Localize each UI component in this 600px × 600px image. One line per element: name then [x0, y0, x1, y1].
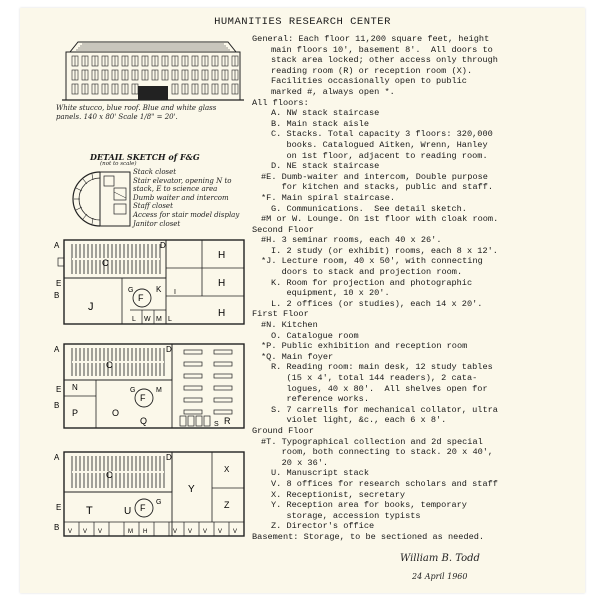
callout-label: Stack closet [133, 168, 177, 176]
room-label: E [56, 279, 62, 288]
room-label: E [56, 503, 62, 512]
callout-label: stack, E to science area [133, 185, 218, 194]
callout-label: Access for stair model display [133, 210, 240, 219]
room-label: H [218, 250, 226, 261]
room-label: V [98, 529, 103, 535]
second-floor-plan [52, 236, 252, 328]
room-label: R [224, 416, 231, 426]
room-label: H [218, 308, 226, 319]
callout-label: Dumb waiter and intercom [133, 193, 229, 202]
room-label: A [54, 453, 60, 462]
signature-date: 24 April 1960 [412, 572, 468, 581]
page-title: HUMANITIES RESEARCH CENTER [214, 16, 391, 28]
elevation-caption: White stucco, blue roof. Blue and white glass panels. 140 x 80' Scale 1/8" = 20'. [56, 104, 217, 121]
room-label: C [106, 360, 113, 370]
room-label: S [214, 421, 219, 428]
section-heading: All floors: [252, 97, 309, 108]
room-label: C [106, 470, 113, 480]
document-page [20, 8, 585, 593]
room-label: D [160, 241, 166, 250]
callout-label: Janitor closet [133, 219, 181, 228]
ground-floor-plan [52, 448, 252, 544]
room-label: F [138, 293, 144, 303]
callout-label: Stair elevator, opening N to [133, 176, 232, 185]
room-label: Z [224, 500, 230, 510]
detail-sketch-drawing [56, 168, 136, 230]
legend-text [252, 34, 582, 543]
room-label: H [143, 529, 148, 535]
general-section: General: Each floor 11,200 square feet, height main floors 10', basement 8'. All doors to stack area locked; other access only through reading room (R) or reception room (X). Facilities occasionally open to public marked #, always open *. [252, 34, 498, 97]
room-label: M [156, 387, 162, 394]
section-heading: First Floor [252, 309, 309, 320]
room-label: D [166, 345, 172, 354]
room-label: V [173, 529, 178, 535]
room-label: P [72, 408, 79, 418]
room-label: T [86, 505, 93, 517]
room-label: M [128, 529, 133, 535]
room-label: E [56, 385, 62, 394]
room-label: V [218, 529, 223, 535]
detail-sketch-callouts [133, 168, 263, 228]
signature: William B. Todd [400, 553, 480, 564]
callout-label: Staff closet [133, 202, 173, 211]
first-floor-plan [52, 340, 252, 432]
basement-note: Basement: Storage, to be sectioned as needed. [252, 531, 485, 542]
ground-floor-list: #T. Typographical collection and 2d special room, both connecting to stack. 20 x 40', 20 x 36'. U. Manuscript stack V. 8 offices for research scholars and staff X. Receptionist, secretary Y. Reception area for books, temporary storage, accession typists Z. Director's office [261, 436, 498, 532]
detail-sketch-subtitle: (not to scale) [100, 161, 137, 167]
section-heading: Second Floor [252, 224, 314, 235]
room-label: G [128, 287, 134, 294]
room-label: B [54, 291, 60, 300]
room-label: F [140, 393, 146, 403]
room-label: J [88, 301, 94, 313]
room-label: H [218, 278, 226, 289]
room-label: B [54, 523, 60, 532]
room-label: L [132, 316, 136, 323]
room-label: A [54, 345, 60, 354]
room-label: Y [188, 484, 195, 495]
room-label: X [224, 465, 230, 474]
room-label: V [233, 529, 238, 535]
room-label: G [130, 387, 136, 394]
room-label: G [156, 499, 162, 506]
room-label: L [168, 316, 172, 323]
room-label: C [102, 258, 109, 268]
room-label: O [112, 408, 120, 418]
second-floor-list: #H. 3 seminar rooms, each 40 x 26'. I. 2 study (or exhibit) rooms, each 8 x 12'. *J. Lecture room, 40 x 50', with connecting doors to stack and projection room. K. Room for projection and photographic equipment, 10 x 20'. L. 2 offices (or studies), each 14 x 20'. [261, 235, 498, 309]
building-elevation-sketch [58, 38, 248, 104]
room-label: A [54, 241, 60, 250]
first-floor-list: #N. Kitchen O. Catalogue room *P. Public exhibition and reception room *Q. Main foyer R. Reading room: main desk, 12 study tables (15 x 4', total 144 readers), 2 cata- logues, 40 x 80'. All shelves open for reference works. S. 7 carrells for mechanical collator, ultra violet light, &c., each 6 x 8'. [261, 320, 498, 426]
section-heading: Ground Floor [252, 425, 314, 436]
room-label: Q [140, 416, 148, 426]
room-label: N [72, 383, 78, 392]
room-label: F [140, 503, 146, 513]
detail-sketch-title: DETAIL SKETCH of F&G [90, 152, 200, 162]
room-label: U [124, 506, 132, 517]
room-label: I [174, 289, 176, 296]
room-label: M [156, 316, 162, 323]
room-label: V [188, 529, 193, 535]
room-label: D [166, 453, 172, 462]
all-floors-list: A. NW stack staircase B. Main stack aisle C. Stacks. Total capacity 3 floors: 320,000 books. Catalogued Aitken, Wrenn, Hanley on 1st floor, adjacent to reading room. D. NE stack staircase #E. Dumb-waiter and intercom, Double purpose for kitchen and stacks, public and staff. *F. Main spiral staircase. G. Communications. See detail sketch. #M or W. Lounge. On 1st floor with cloak room. [261, 108, 499, 225]
room-label: B [54, 401, 60, 410]
room-label: W [144, 316, 151, 323]
room-label: V [83, 529, 88, 535]
room-label: K [156, 285, 162, 294]
room-label: V [203, 529, 208, 535]
room-label: V [68, 529, 73, 535]
